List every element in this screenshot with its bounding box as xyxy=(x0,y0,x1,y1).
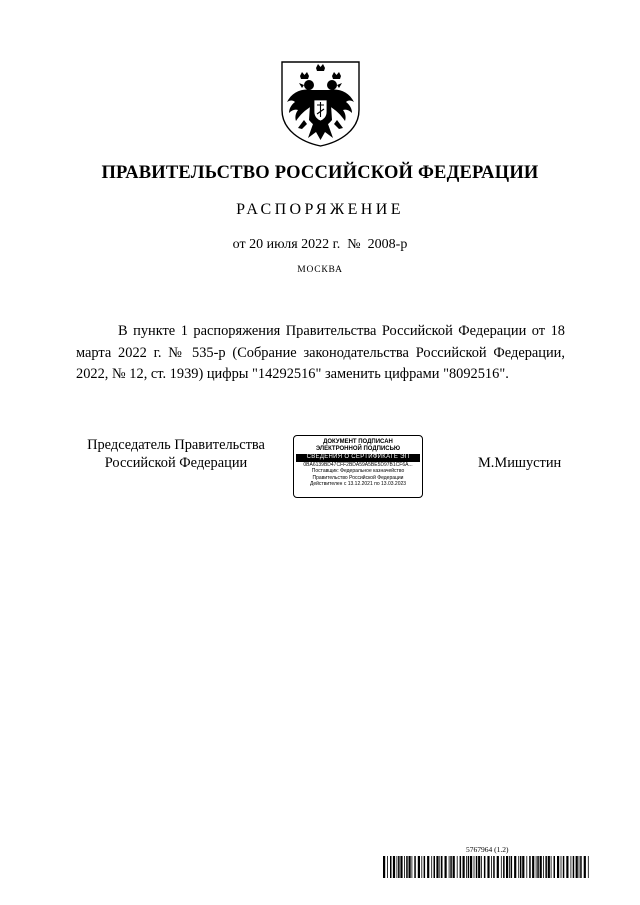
stamp-issuer-line2: Правительство Российской Федерации xyxy=(312,474,404,481)
barcode-icon xyxy=(383,856,591,878)
signer-position-line2: Российской Федерации xyxy=(104,455,248,471)
coat-of-arms-russia-icon xyxy=(278,58,363,148)
barcode-number: 5767964 (1.2) xyxy=(466,845,509,854)
stamp-title xyxy=(294,439,422,453)
document-date-number xyxy=(0,237,640,253)
document-city: МОСКВА xyxy=(297,265,343,275)
stamp-certificate-bar: СВЕДЕНИЯ О СЕРТИФИКАТЕ ЭП xyxy=(296,454,420,462)
signer-position-line1: Председатель Правительства xyxy=(87,437,265,453)
stamp-title-line2: ЭЛЕКТРОННОЙ ПОДПИСЬЮ xyxy=(315,446,401,452)
signer-position xyxy=(76,436,276,472)
stamp-title-line1: ДОКУМЕНТ ПОДПИСАН xyxy=(323,439,393,445)
stamp-certificate-id: 0BA6139BD47CFF2BDA59A5BE5D97B1CF6A... xyxy=(303,461,413,468)
stamp-issuer-line1: Поставщик: Федеральное казначейство xyxy=(311,468,405,474)
document-type: РАСПОРЯЖЕНИЕ xyxy=(236,201,404,218)
electronic-signature-stamp xyxy=(293,435,423,498)
stamp-validity: Действителен с 13.12.2021 по 13.03.2023 xyxy=(309,481,407,487)
body-paragraph: В пункте 1 распоряжения Правительства Российской Федерации от 18 марта 2022 г. № 535-р (Собрание законодательства Российской Федерации, 2022, № 12, ст. 1939) цифры "14292516" заменить цифрами "8092516". xyxy=(76,323,565,382)
organization-title: ПРАВИТЕЛЬСТВО РОССИЙСКОЙ ФЕДЕРАЦИИ xyxy=(101,163,539,183)
date-line: от 20 июля 2022 г. № 2008-р xyxy=(232,237,408,252)
signer-name: М.Мишустин xyxy=(478,455,562,471)
